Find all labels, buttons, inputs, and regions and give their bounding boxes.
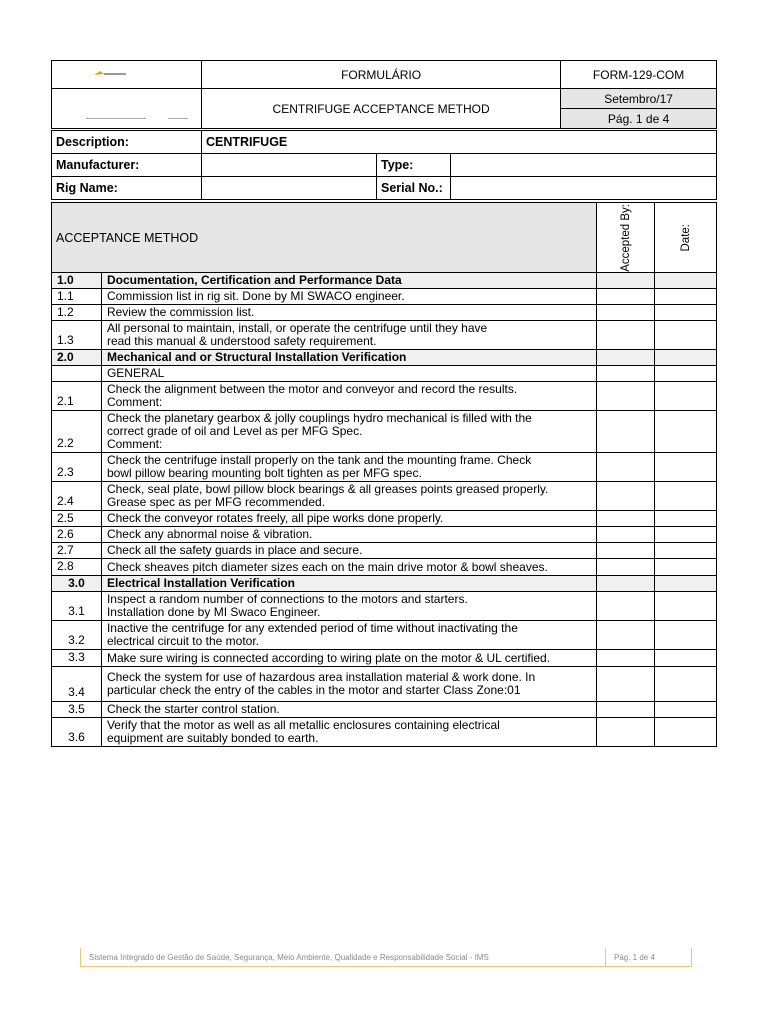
accepted-by-cell[interactable] [597,576,655,592]
accepted-by-cell[interactable] [597,289,655,305]
date-cell[interactable] [655,511,717,527]
checklist-row [52,321,717,350]
item-description: Check the centrifuge install properly on the tank and the mounting frame. Check bowl pillow bearing mounting bolt tighten as per MFG spec. [101,453,596,482]
company-logo [92,69,132,79]
accepted-by-cell[interactable] [597,350,655,366]
accepted-by-cell[interactable] [597,411,655,453]
document-title: CENTRIFUGE ACCEPTANCE METHOD [201,89,560,129]
checklist-row [52,543,717,559]
item-number: 1.3 [52,321,102,350]
form-title: FORMULÁRIO [201,61,560,89]
item-number: 2.6 [52,527,102,543]
item-number: 2.5 [52,511,102,527]
page-footer [80,948,692,967]
manufacturer-field[interactable] [202,154,377,177]
item-number: 2.2 [52,411,102,453]
item-number: 1.1 [52,289,102,305]
acceptance-header [51,202,717,273]
item-number: 2.1 [52,382,102,411]
checklist-row [52,667,717,702]
checklist-row [52,382,717,411]
checklist-row [52,527,717,543]
accepted-by-cell[interactable] [597,321,655,350]
item-description: Check any abnormal noise & vibration. [101,527,596,543]
date-cell[interactable] [655,621,717,650]
date-cell[interactable] [655,453,717,482]
item-description: Check the starter control station. [101,702,596,718]
date-cell[interactable] [655,350,717,366]
item-description: Verify that the motor as well as all metallic enclosures containing electrical equipment are suitably bonded to earth. [101,718,596,747]
checklist-row [52,621,717,650]
item-number: 2.4 [52,482,102,511]
accepted-by-cell[interactable] [597,667,655,702]
item-description: Commission list in rig sit. Done by MI SWACO engineer. [101,289,596,305]
item-number: 2.3 [52,453,102,482]
item-number: 3.0 [52,576,102,592]
item-description: Check the planetary gearbox & jolly couplings hydro mechanical is filled with the correct grade of oil and Level as per MFG Spec. Comment: [101,411,596,453]
accepted-by-cell[interactable] [597,482,655,511]
date-cell[interactable] [655,592,717,621]
document-date: Setembro/17 [561,89,717,109]
description-label: Description: [52,131,202,154]
serial-field[interactable] [451,177,717,200]
item-number: 3.1 [52,592,102,621]
checklist-row [52,273,717,289]
accepted-by-cell[interactable] [597,511,655,527]
accepted-by-cell[interactable] [597,621,655,650]
checklist-row [52,289,717,305]
logo-cell-2 [52,89,202,129]
accepted-by-cell[interactable] [597,527,655,543]
small-logo-text [86,116,196,122]
item-description: Check all the safety guards in place and secure. [101,543,596,559]
checklist-row [52,411,717,453]
checklist-row [52,511,717,527]
date-header [655,203,717,273]
item-description: Check sheaves pitch diameter sizes each on the main drive motor & bowl sheaves. [101,559,596,576]
item-number: 2.0 [52,350,102,366]
footer-system-name: Sistema Integrado de Gestão de Saúde, Segurança, Meio Ambiente, Qualidade e Responsabilidade Social - IMS [89,952,489,962]
form-header [51,60,717,129]
accepted-by-cell[interactable] [597,559,655,576]
type-field[interactable] [451,154,717,177]
checklist-row [52,650,717,667]
logo-cell [52,61,202,89]
section-heading: Mechanical and or Structural Installation Verification [101,350,596,366]
item-number: 2.7 [52,543,102,559]
serial-label: Serial No.: [377,177,451,200]
accepted-by-cell[interactable] [597,702,655,718]
accepted-by-cell[interactable] [597,382,655,411]
section-heading: Documentation, Certification and Performance Data [101,273,596,289]
item-description: All personal to maintain, install, or operate the centrifuge until they have read this manual & understood safety requirement. [101,321,596,350]
form-code: FORM-129-COM [561,61,717,89]
item-description: Make sure wiring is connected according to wiring plate on the motor & UL certified. [101,650,596,667]
description-value: CENTRIFUGE [202,131,717,154]
footer-page: Pág. 1 de 4 [605,948,691,966]
date-cell[interactable] [655,482,717,511]
checklist-row [52,559,717,576]
item-number [52,366,102,382]
date-cell[interactable] [655,273,717,289]
item-description: Check the system for use of hazardous area installation material & work done. In particular check the entry of the cables in the motor and starter Class Zone:01 [101,667,596,702]
item-number: 3.6 [52,718,102,747]
date-cell[interactable] [655,576,717,592]
accepted-by-cell[interactable] [597,650,655,667]
info-table [51,130,717,200]
item-number: 3.4 [52,667,102,702]
type-label: Type: [377,154,451,177]
date-cell[interactable] [655,321,717,350]
checklist-row [52,718,717,747]
date-cell[interactable] [655,527,717,543]
date-cell[interactable] [655,702,717,718]
date-cell[interactable] [655,382,717,411]
item-number: 1.0 [52,273,102,289]
manufacturer-label: Manufacturer: [52,154,202,177]
accepted-by-cell[interactable] [597,718,655,747]
date-cell[interactable] [655,305,717,321]
checklist-row [52,350,717,366]
item-description: Check the conveyor rotates freely, all pipe works done properly. [101,511,596,527]
accepted-by-cell[interactable] [597,592,655,621]
item-description: Review the commission list. [101,305,596,321]
item-description: Inactive the centrifuge for any extended period of time without inactivating the electrical circuit to the motor. [101,621,596,650]
checklist-row [52,453,717,482]
acceptance-title: ACCEPTANCE METHOD [52,203,597,273]
accepted-by-cell[interactable] [597,453,655,482]
checklist-table [51,272,717,747]
date-cell[interactable] [655,667,717,702]
date-cell[interactable] [655,718,717,747]
item-description: Check, seal plate, bowl pillow block bearings & all greases points greased properly. Grease spec as per MFG recommended. [101,482,596,511]
item-number: 2.8 [52,559,102,576]
date-cell[interactable] [655,289,717,305]
checklist-row [52,366,717,382]
accepted-by-header [597,203,655,273]
rig-name-field[interactable] [202,177,377,200]
accepted-by-cell[interactable] [597,273,655,289]
checklist-row [52,482,717,511]
item-number: 3.3 [52,650,102,667]
item-description: Inspect a random number of connections to the motors and starters. Installation done by MI Swaco Engineer. [101,592,596,621]
checklist-row [52,592,717,621]
item-description: Check the alignment between the motor and conveyor and record the results. Comment: [101,382,596,411]
date-cell[interactable] [655,650,717,667]
document-page: Pág. 1 de 4 [561,109,717,129]
accepted-by-cell[interactable] [597,366,655,382]
item-number: 3.2 [52,621,102,650]
checklist-row [52,305,717,321]
accepted-by-cell[interactable] [597,543,655,559]
date-cell[interactable] [655,559,717,576]
date-label: Date: [679,223,692,252]
item-number: 1.2 [52,305,102,321]
item-description: GENERAL [101,366,596,382]
checklist-row [52,576,717,592]
item-number: 3.5 [52,702,102,718]
rig-name-label: Rig Name: [52,177,202,200]
date-cell[interactable] [655,411,717,453]
date-cell[interactable] [655,543,717,559]
date-cell[interactable] [655,366,717,382]
section-heading: Electrical Installation Verification [101,576,596,592]
checklist-row [52,702,717,718]
accepted-by-cell[interactable] [597,305,655,321]
accepted-by-label: Accepted By: [619,203,632,272]
